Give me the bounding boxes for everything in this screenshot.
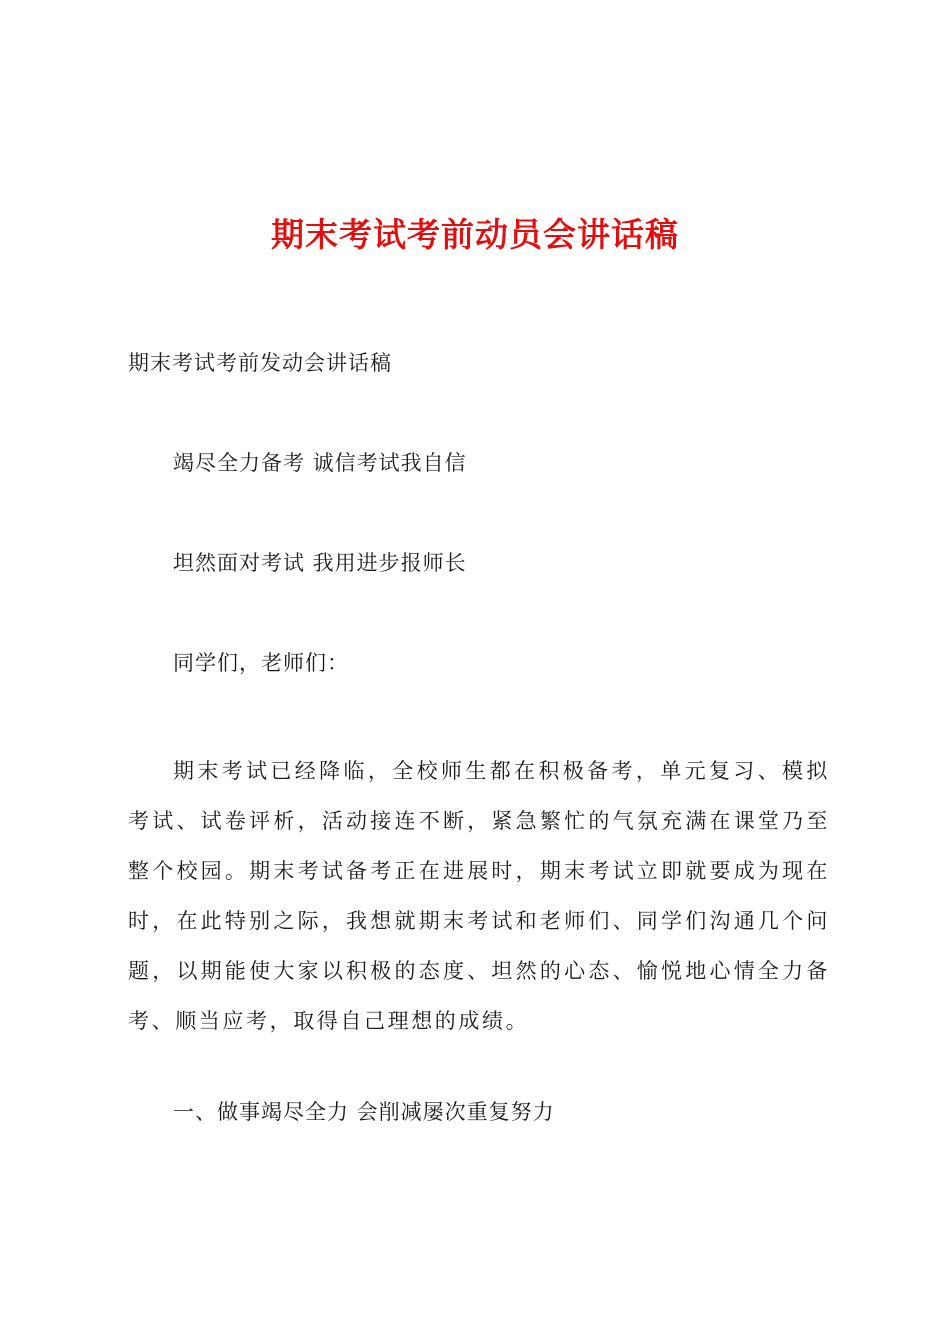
section-heading: 一、做事竭尽全力 会削减屡次重复努力 [173,1100,555,1124]
greeting: 同学们，老师们： [173,651,349,675]
document-title: 期末考试考前动员会讲话稿 [271,215,679,254]
slogan-line-2: 坦然面对考试 我用进步报师长 [173,551,467,575]
body-paragraph: 期末考试已经降临，全校师生都在积极备考，单元复习、模拟考试、试卷评析，活动接连不断，紧急繁忙的气氛充满在课堂乃至整个校园。期末考试备考正在进展时，期末考试立即就要成为现在时，在此特别之际，我想就期末考试和老师们、同学们沟通几个问题，以期能使大家以积极的态度、坦然的心态、愉悦地心情全力备考、顺当应考，取得自己理想的成绩。 [128,759,830,1033]
slogan-line-1: 竭尽全力备考 诚信考试我自信 [173,451,467,475]
document-subtitle: 期末考试考前发动会讲话稿 [128,351,392,375]
